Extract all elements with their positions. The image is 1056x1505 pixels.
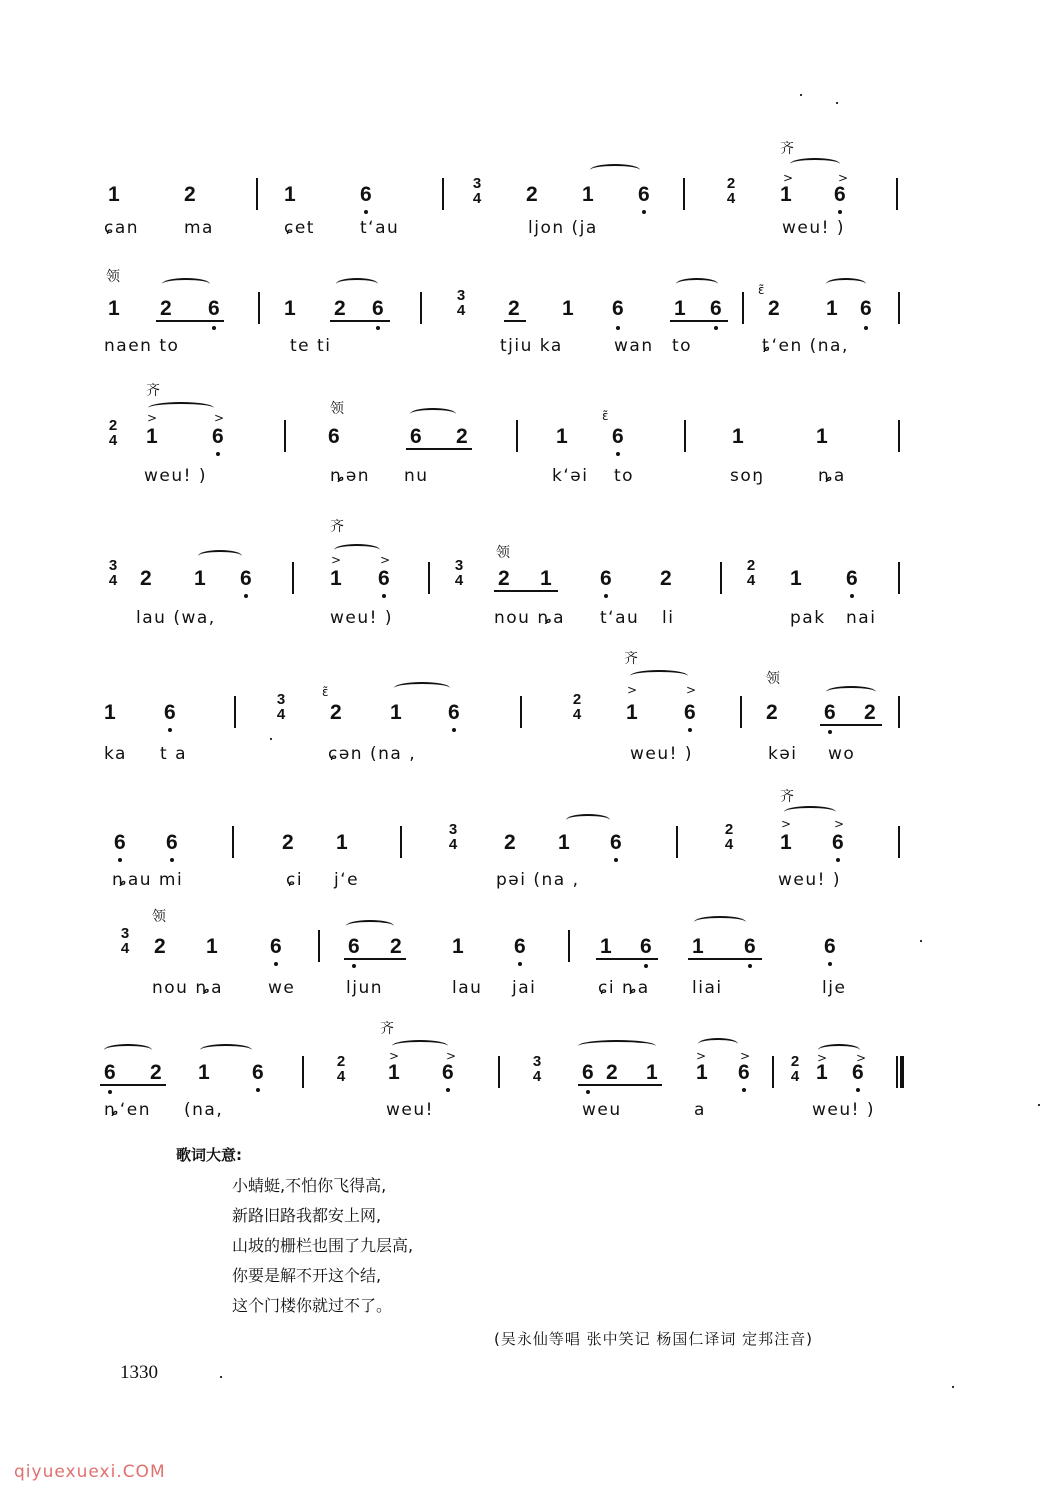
lyric: liai [692, 978, 723, 998]
marker-ling: 领 [106, 269, 120, 285]
barline [720, 562, 722, 594]
slur [578, 1040, 656, 1052]
note: 6 [448, 701, 460, 724]
lyric: lau (wa, [136, 608, 216, 628]
note: 6 [834, 183, 846, 206]
lyric: ɕən (na , [328, 744, 417, 764]
note: 1 [562, 297, 574, 320]
slur [104, 1044, 152, 1056]
note: 6 [684, 701, 696, 724]
lyric: ȵau mi [112, 870, 184, 890]
barline [772, 1056, 774, 1088]
barline [676, 826, 678, 858]
note: 2 [150, 1061, 162, 1084]
note: 6 [166, 831, 178, 854]
time-signature: 3 4 [276, 691, 286, 723]
note: 6 [640, 935, 652, 958]
slur [394, 682, 450, 694]
lyric: tjiu ka [500, 336, 563, 356]
note: 1 [780, 831, 792, 854]
note: 1 [732, 425, 744, 448]
barline [684, 420, 686, 452]
note: 6 [824, 701, 836, 724]
note: 1 [206, 935, 218, 958]
lyric: to [672, 336, 693, 356]
note: 6 [582, 1061, 594, 1084]
note: 2 [330, 701, 342, 724]
note: 6 [164, 701, 176, 724]
note: 1 [452, 935, 464, 958]
barline [498, 1056, 500, 1088]
barline [898, 292, 900, 324]
slur [826, 278, 866, 290]
marker-qi: 齐 [780, 141, 794, 157]
note: 6 [612, 425, 624, 448]
note: 6 [114, 831, 126, 854]
notation-line-8: 齐 > > > > > > 6 2 1 6 2 4 1 6 3 4 6 2 1 1 6 2 4 1 6 ȵ‘en (na, weu! weu a weu! ) [0, 1020, 1056, 1160]
barline [516, 420, 518, 452]
notation-line-4: 齐 > > 领 3 4 2 1 6 1 6 3 4 2 1 6 2 2 4 1 6 lau (wa, weu! ) nou ȵa t‘au li pak nai [0, 516, 1056, 656]
note: 1 [816, 1061, 828, 1084]
note: 6 [348, 935, 360, 958]
note: 2 [456, 425, 468, 448]
barline [400, 826, 402, 858]
slur [336, 278, 378, 290]
lyric: to [614, 466, 635, 486]
lyric: we [268, 978, 296, 998]
translation-line: 你要是解不开这个结, [232, 1266, 382, 1285]
barline [740, 696, 742, 728]
note: 6 [240, 567, 252, 590]
translation-line: 新路旧路我都安上网, [232, 1206, 382, 1225]
barline [258, 292, 260, 324]
marker-qi: 齐 [330, 519, 344, 535]
final-barline [896, 1056, 904, 1088]
translation-line: 这个门楼你就过不了。 [232, 1296, 393, 1315]
lyric: ȵən [330, 466, 371, 486]
lyric: nu [404, 466, 429, 486]
note: 2 [184, 183, 196, 206]
barline [896, 178, 898, 210]
lyric: pak [790, 608, 826, 628]
note: 6 [212, 425, 224, 448]
note: 1 [336, 831, 348, 854]
lyric: a [694, 1100, 706, 1120]
note: 1 [284, 183, 296, 206]
time-signature: 3 4 [448, 821, 458, 853]
slur [590, 164, 640, 176]
marker-ling: 领 [152, 909, 166, 925]
lyric: ljon (ja [528, 218, 598, 238]
barline [232, 826, 234, 858]
slur [566, 814, 610, 826]
marker-ling: 领 [330, 401, 344, 417]
lyric: ma [184, 218, 214, 238]
lyric: naen to [104, 336, 180, 356]
time-signature: 2 4 [336, 1053, 346, 1085]
note: 1 [540, 567, 552, 590]
note: 1 [626, 701, 638, 724]
barline [568, 930, 570, 962]
lyric: k‘əi [552, 466, 589, 486]
slur [198, 550, 242, 562]
note: 1 [330, 567, 342, 590]
slur [790, 158, 840, 170]
barline [284, 420, 286, 452]
note: 6 [610, 831, 622, 854]
note: 6 [410, 425, 422, 448]
slur [784, 806, 836, 818]
note: 1 [646, 1061, 658, 1084]
note: 2 [334, 297, 346, 320]
lyric: weu! ) [144, 466, 207, 486]
lyric: ȶ‘en (na, [762, 336, 849, 356]
lyric: lau [452, 978, 483, 998]
lyric: weu! ) [330, 608, 393, 628]
slur [162, 278, 210, 290]
note: 6 [710, 297, 722, 320]
note: 1 [146, 425, 158, 448]
note: 1 [692, 935, 704, 958]
lyric: pəi (na , [496, 870, 580, 890]
time-signature: 3 4 [472, 175, 482, 207]
note: 1 [558, 831, 570, 854]
time-signature: 3 4 [532, 1053, 542, 1085]
lyric: (na, [184, 1100, 224, 1120]
lyric: kəi [768, 744, 798, 764]
note: 2 [154, 935, 166, 958]
lyric: weu! [386, 1100, 434, 1120]
lyric: ɕan [104, 218, 140, 238]
time-signature: 2 4 [572, 691, 582, 723]
translation-line: 小蜻蜓,不怕你飞得高, [232, 1176, 387, 1195]
note: 6 [832, 831, 844, 854]
note: 2 [660, 567, 672, 590]
note: 1 [556, 425, 568, 448]
note: 6 [860, 297, 872, 320]
barline [292, 562, 294, 594]
note: 1 [194, 567, 206, 590]
time-signature: 3 4 [120, 925, 130, 957]
slur [826, 686, 876, 698]
slur [392, 1040, 448, 1052]
lyric: ɕi [286, 870, 304, 890]
notation-line-3: 齐 > > 领 2 4 1 6 6 6 2 1 ɛ̃ 6 1 1 weu! ) ȵən nu k‘əi to soŋ ȵa [0, 380, 1056, 520]
translation-heading: 歌词大意: [176, 1146, 242, 1164]
lyric: nou ȵa [494, 608, 566, 628]
note: 1 [284, 297, 296, 320]
note: 1 [826, 297, 838, 320]
barline [256, 178, 258, 210]
note: 1 [108, 183, 120, 206]
time-signature: 2 4 [724, 821, 734, 853]
translation-line: 山坡的栅栏也围了九层高, [232, 1236, 414, 1255]
lyric: weu! ) [812, 1100, 875, 1120]
lyric: li [662, 608, 675, 628]
lyric: nou ȵa [152, 978, 224, 998]
note: 6 [638, 183, 650, 206]
note: 6 [738, 1061, 750, 1084]
marker-qi: 齐 [780, 789, 794, 805]
marker-qi: 齐 [624, 651, 638, 667]
barline [302, 1056, 304, 1088]
note: 6 [442, 1061, 454, 1084]
note: 6 [104, 1061, 116, 1084]
lyric: te ti [290, 336, 332, 356]
credits: (吴永仙等唱 张中笑记 杨国仁译词 定邦注音) [494, 1330, 814, 1348]
lyric: t‘au [360, 218, 400, 238]
marker-qi: 齐 [146, 383, 160, 399]
lyric: jai [512, 978, 537, 998]
note: 6 [852, 1061, 864, 1084]
barline [420, 292, 422, 324]
note: 6 [328, 425, 340, 448]
note: 6 [360, 183, 372, 206]
barline [520, 696, 522, 728]
notation-line-6: 齐 > > 6 6 2 1 3 4 2 1 6 2 4 1 6 ȵau mi ɕi j‘e pəi (na , weu! ) [0, 786, 1056, 926]
lyric: wo [828, 744, 856, 764]
slur [200, 1044, 252, 1056]
time-signature: 2 4 [108, 417, 118, 449]
lyric: ɕet [284, 218, 315, 238]
note: 2 [282, 831, 294, 854]
note: 2 [498, 567, 510, 590]
note: 6 [600, 567, 612, 590]
note: 1 [198, 1061, 210, 1084]
note: 6 [514, 935, 526, 958]
marker-ling: 领 [766, 671, 780, 687]
lyric: t a [160, 744, 187, 764]
note: 2 [526, 183, 538, 206]
note: 6 [270, 935, 282, 958]
note: 6 [846, 567, 858, 590]
note: 6 [372, 297, 384, 320]
note: 1 [674, 297, 686, 320]
note: 6 [824, 935, 836, 958]
note: 2 [390, 935, 402, 958]
time-signature: 2 4 [746, 557, 756, 589]
time-signature: 3 4 [456, 287, 466, 319]
lyric: t‘au [600, 608, 640, 628]
note: 1 [790, 567, 802, 590]
lyric: ljun [346, 978, 383, 998]
time-signature: 3 4 [454, 557, 464, 589]
barline [428, 562, 430, 594]
note: 1 [600, 935, 612, 958]
lyric: weu! ) [782, 218, 845, 238]
note: 2 [864, 701, 876, 724]
barline [318, 930, 320, 962]
slur [676, 278, 718, 290]
note: 1 [780, 183, 792, 206]
lyric: ȵ‘en [104, 1100, 151, 1120]
note: 1 [388, 1061, 400, 1084]
barline [742, 292, 744, 324]
notation-line-1: 齐 > > 1 2 1 6 3 4 2 1 6 2 4 1 6 ɕan ma ɕet t‘au ljon (ja weu! ) [0, 140, 1056, 280]
time-signature: 2 4 [726, 175, 736, 207]
lyric: j‘e [334, 870, 360, 890]
slur [694, 916, 746, 928]
note: 2 [606, 1061, 618, 1084]
note: 2 [160, 297, 172, 320]
note: 2 [504, 831, 516, 854]
note: 1 [582, 183, 594, 206]
time-signature: 2 4 [790, 1053, 800, 1085]
time-signature: 3 4 [108, 557, 118, 589]
note: 1 [696, 1061, 708, 1084]
barline [898, 696, 900, 728]
barline [898, 826, 900, 858]
notation-line-2: 领 1 2 6 1 2 6 3 4 2 1 6 1 6 ɛ̃ 2 1 6 naen to te ti tjiu ka wan to ȶ‘en (na, [0, 256, 1056, 396]
note: 6 [744, 935, 756, 958]
note: 2 [140, 567, 152, 590]
lyric: nai [846, 608, 877, 628]
marker-qi: 齐 [380, 1021, 394, 1037]
note: 1 [104, 701, 116, 724]
notation-line-5: 齐 > > 领 1 6 3 4 ɛ̃ 2 1 6 2 4 1 6 2 6 2 ka t a ɕən (na , weu! ) kəi wo [0, 650, 1056, 790]
barline [683, 178, 685, 210]
lyric: wan [614, 336, 654, 356]
barline [442, 178, 444, 210]
lyric: weu! ) [778, 870, 841, 890]
note: 6 [612, 297, 624, 320]
lyric: ɕi ȵa [598, 978, 650, 998]
slur [630, 670, 688, 682]
note: 6 [252, 1061, 264, 1084]
slur [410, 408, 456, 420]
watermark: qiyuexuexi.COM [14, 1462, 166, 1482]
note: 1 [108, 297, 120, 320]
note: 1 [816, 425, 828, 448]
marker-ling: 领 [496, 545, 510, 561]
lyric: ka [104, 744, 127, 764]
barline [898, 420, 900, 452]
lyric: ȵa [818, 466, 846, 486]
note: 2 [508, 297, 520, 320]
barline [234, 696, 236, 728]
note: 6 [208, 297, 220, 320]
lyric: soŋ [730, 466, 765, 486]
note: 1 [390, 701, 402, 724]
barline [898, 562, 900, 594]
page-number: 1330 [120, 1362, 158, 1383]
lyric: weu [582, 1100, 622, 1120]
note: 2 [768, 297, 780, 320]
lyric: lje [822, 978, 847, 998]
note: 2 [766, 701, 778, 724]
slur [346, 920, 394, 932]
lyric: weu! ) [630, 744, 693, 764]
slur [148, 402, 214, 414]
note: 6 [378, 567, 390, 590]
